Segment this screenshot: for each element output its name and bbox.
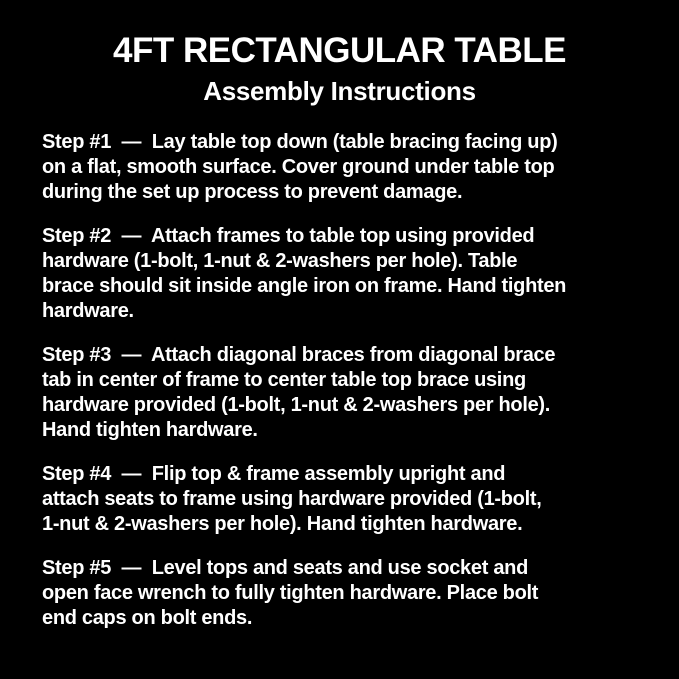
step-line: Step #5 — Level tops and seats and use socket and (42, 557, 528, 579)
step-paragraph-3 (42, 343, 659, 443)
step-line: on a flat, smooth surface. Cover ground under table top (42, 156, 555, 178)
step-paragraph-4 (42, 462, 659, 537)
step-line: open face wrench to fully tighten hardware. Place bolt (42, 582, 539, 604)
step-line: Step #2 — Attach frames to table top using provided (42, 225, 535, 247)
step-paragraph-2 (42, 224, 659, 324)
step-line: hardware provided (1-bolt, 1-nut & 2-washers per hole). (42, 394, 551, 416)
step-line: Hand tighten hardware. (42, 419, 258, 441)
step-line: during the set up process to prevent damage. (42, 181, 463, 203)
step-paragraph-5 (42, 556, 659, 631)
step-line: hardware (1-bolt, 1-nut & 2-washers per hole). Table (42, 250, 518, 272)
step-paragraph-1 (42, 130, 659, 205)
page-title: 4FT RECTANGULAR TABLE (113, 31, 566, 70)
page-subtitle: Assembly Instructions (203, 76, 476, 106)
header (0, 28, 679, 108)
step-line: Step #1 — Lay table top down (table bracing facing up) (42, 131, 558, 153)
step-line: Step #4 — Flip top & frame assembly upright and (42, 463, 506, 485)
step-line: attach seats to frame using hardware provided (1-bolt, (42, 488, 542, 510)
step-line: 1-nut & 2-washers per hole). Hand tighten hardware. (42, 513, 523, 535)
step-line: brace should sit inside angle iron on frame. Hand tighten (42, 275, 567, 297)
step-line: tab in center of frame to center table top brace using (42, 369, 526, 391)
step-line: hardware. (42, 300, 134, 322)
step-line: end caps on bolt ends. (42, 607, 253, 629)
step-line: Step #3 — Attach diagonal braces from diagonal brace (42, 344, 556, 366)
steps-list (0, 130, 679, 631)
